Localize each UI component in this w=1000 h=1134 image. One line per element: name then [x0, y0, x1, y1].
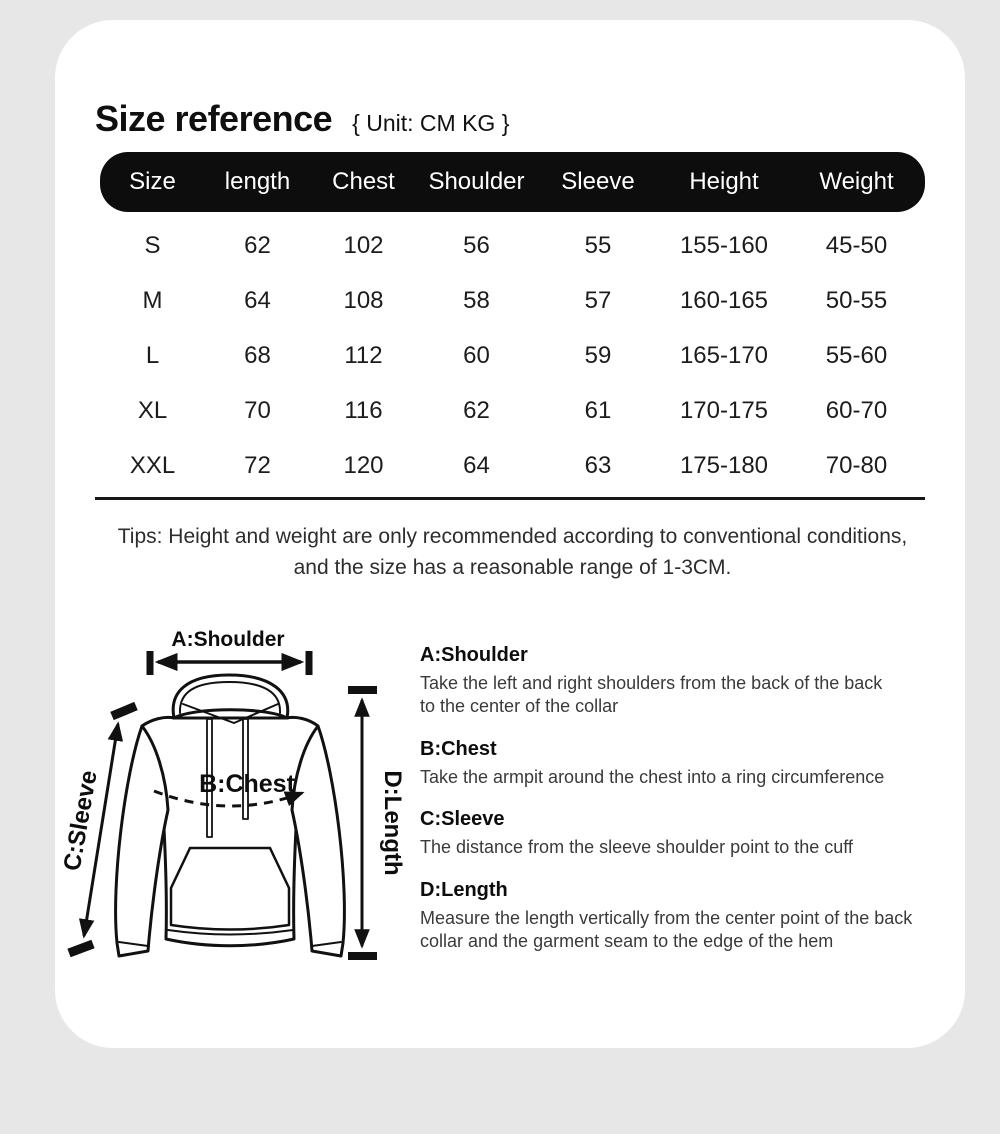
table-cell: XL: [137, 396, 168, 424]
table-cell: 116: [344, 396, 383, 424]
header-cell-weight: Weight: [819, 168, 894, 195]
table-cell: 170-175: [679, 396, 769, 424]
hoodie-diagram-svg: [57, 612, 417, 997]
measurement-list: [420, 644, 980, 972]
table-cell: 112: [344, 341, 383, 369]
tips-text: Tips: Height and weight are only recommended according to conventional conditions, and the size has a reasonable range of 1-3CM.: [117, 525, 908, 580]
table-cell: 102: [343, 231, 384, 259]
header-cell-chest: Chest: [332, 168, 395, 195]
table-cell: 155-160: [679, 231, 769, 259]
shoulder-label: A:Shoulder: [171, 628, 285, 651]
table-cell: 60: [463, 341, 490, 369]
length-label: D:Length: [379, 770, 406, 876]
table-cell: 50-55: [825, 286, 888, 314]
header-cell-length: length: [224, 168, 291, 195]
title-row: [95, 98, 509, 140]
measurement-label: D:Length: [420, 878, 508, 901]
table-cell: 45-50: [825, 231, 888, 259]
hoodie-measurement-diagram: [57, 612, 417, 997]
table-cell: 57: [584, 286, 612, 314]
table-row-s: [100, 218, 925, 273]
table-cell: 72: [244, 451, 271, 479]
measurement-item-sleeve: [420, 808, 980, 859]
hoodie-illustration: [116, 675, 345, 956]
measurement-description: Take the armpit around the chest into a ring circumference: [420, 766, 885, 787]
table-row-l: [100, 328, 925, 383]
table-cell: 120: [343, 451, 384, 479]
header-cell-sleeve: Sleeve: [561, 168, 635, 195]
table-cell: 165-170: [679, 341, 769, 369]
table-cell: 62: [463, 396, 490, 424]
measurement-item-chest: [420, 738, 980, 789]
table-cell: 70: [244, 396, 271, 424]
table-cell: 175-180: [679, 451, 769, 479]
table-cell: 61: [584, 396, 612, 424]
measurement-label: A:Shoulder: [420, 644, 528, 666]
measurement-label: C:Sleeve: [420, 808, 505, 831]
measurement-item-length: [420, 879, 980, 954]
table-cell: S: [144, 231, 161, 259]
shoulder-arrow: [147, 651, 313, 675]
size-reference-card: [55, 20, 965, 1048]
table-cell: M: [142, 286, 163, 314]
table-cell: XXL: [129, 451, 176, 479]
page-title: Size reference: [95, 98, 333, 139]
header-cell-shoulder: Shoulder: [428, 168, 525, 195]
header-cell-size: Size: [129, 168, 176, 195]
table-cell: 58: [463, 286, 490, 314]
table-cell: 64: [244, 286, 271, 314]
size-table-header: [100, 152, 925, 212]
measurement-description: The distance from the sleeve shoulder point to the cuff: [420, 837, 853, 858]
table-cell: 56: [463, 231, 490, 259]
table-row-m: [100, 273, 925, 328]
table-cell: 68: [244, 341, 271, 369]
table-divider: [95, 497, 925, 500]
table-cell: 55-60: [825, 341, 888, 369]
length-arrow: [348, 686, 377, 960]
table-row-xxl: [100, 438, 925, 493]
header-cell-height: Height: [689, 168, 759, 195]
table-row-xl: [100, 383, 925, 438]
table-cell: 55: [584, 231, 612, 259]
table-cell: 64: [463, 451, 490, 479]
measurement-description: Take the left and right shoulders from the back of the back to the center of the collar: [420, 673, 883, 717]
table-cell: 60-70: [825, 396, 888, 424]
table-cell: 160-165: [679, 286, 769, 314]
table-cell: 108: [343, 286, 384, 314]
table-cell: 59: [584, 341, 612, 369]
sleeve-label: C:Sleeve: [58, 768, 103, 873]
size-table-body: [100, 218, 925, 493]
table-cell: 70-80: [825, 451, 888, 479]
table-cell: 62: [244, 231, 271, 259]
measurement-item-shoulder: [420, 644, 980, 719]
table-cell: 63: [584, 451, 612, 479]
table-cell: L: [145, 341, 160, 369]
unit-label: { Unit: CM KG }: [352, 110, 510, 136]
measurement-description: Measure the length vertically from the center point of the back collar and the garment seam to the edge of the hem: [420, 907, 913, 951]
chest-label: B:Chest: [199, 770, 295, 798]
measurement-label: B:Chest: [420, 737, 497, 760]
